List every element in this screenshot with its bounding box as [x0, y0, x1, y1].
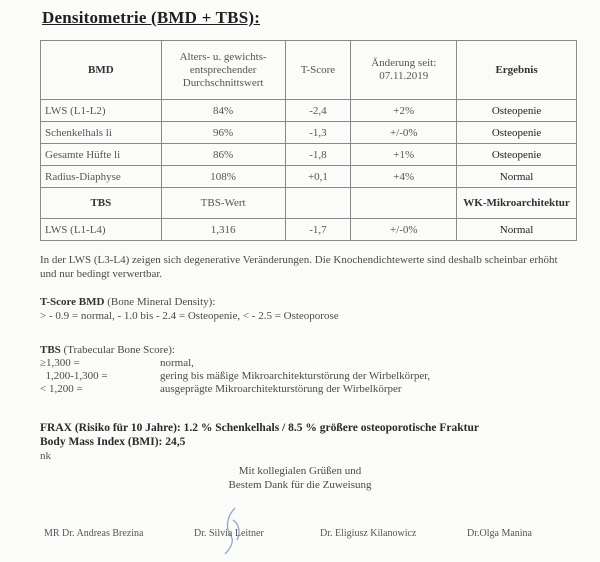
- tscore-ranges: > - 0.9 = normal, - 1.0 bis - 2.4 = Osteopenie, < - 2.5 = Osteoporose: [40, 310, 339, 322]
- table-row: [41, 122, 577, 144]
- header-tbs-value: TBS-Wert: [161, 188, 285, 219]
- tbs-range: < 1,200 =: [40, 383, 83, 395]
- site-cell: Gesamte Hüfte li: [41, 144, 162, 166]
- site-cell: LWS (L1-L4): [41, 219, 162, 241]
- result-cell: Normal: [457, 166, 577, 188]
- header-result: Ergebnis: [457, 41, 577, 100]
- lws-note: In der LWS (L3-L4) zeigen sich degenerative Veränderungen. Die Knochendichtewerte sind deshalb scheinbar erhöht und nur bedingt verwertbar.: [40, 254, 558, 280]
- header-microarchitecture: WK-Mikroarchitektur: [457, 188, 577, 219]
- tbs-subtitle: (Trabecular Bone Score):: [60, 344, 175, 356]
- signature-name: Dr. Silvia Leitner: [194, 528, 264, 539]
- change-cell: +4%: [351, 166, 457, 188]
- closing-line: Mit kollegialen Grüßen und: [238, 465, 362, 477]
- site-cell: LWS (L1-L2): [41, 100, 162, 122]
- change-cell: +2%: [351, 100, 457, 122]
- tbs-range: 1,200-1,300 =: [40, 370, 108, 382]
- table-row: [41, 144, 577, 166]
- header-tbs: TBS: [41, 188, 162, 219]
- tbs-legend-title: [40, 343, 175, 357]
- tscore-subtitle: (Bone Mineral Density):: [104, 296, 216, 308]
- header-tscore: T-Score: [285, 41, 351, 100]
- bmi-line: Body Mass Index (BMI): 24,5: [40, 436, 186, 448]
- tbs-range: ≥1,300 =: [40, 357, 80, 369]
- average-cell: 84%: [161, 100, 285, 122]
- result-cell: Normal: [457, 219, 577, 241]
- frax-block: [40, 421, 479, 449]
- closing-line: Bestem Dank für die Zuweisung: [228, 479, 372, 491]
- bmd-header-row: [41, 41, 577, 100]
- tbs-value-cell: 1,316: [161, 219, 285, 241]
- section-title: Densitometrie (BMD + TBS):: [42, 8, 261, 27]
- site-cell: Radius-Diaphyse: [41, 166, 162, 188]
- frax-line: FRAX (Risiko für 10 Jahre): 1.2 % Schenkelhals / 8.5 % größere osteoporotische Fraktur: [40, 422, 480, 434]
- average-cell: 108%: [161, 166, 285, 188]
- tbs-meaning: gering bis mäßige Mikroarchitekturstörung der Wirbelkörper,: [160, 370, 431, 382]
- change-cell: +1%: [351, 144, 457, 166]
- site-cell: Schenkelhals li: [41, 122, 162, 144]
- tscore-legend: [40, 295, 339, 323]
- header-empty: [285, 188, 351, 219]
- change-cell: +/-0%: [351, 219, 457, 241]
- header-empty: [351, 188, 457, 219]
- tscore-cell: -1,7: [285, 219, 351, 241]
- tbs-title: TBS: [40, 344, 61, 356]
- tbs-meaning: ausgeprägte Mikroarchitekturstörung der Wirbelkörper: [160, 383, 402, 395]
- closing: [0, 464, 600, 492]
- tbs-header-row: [41, 188, 577, 219]
- tscore-cell: -2,4: [285, 100, 351, 122]
- tscore-title: T-Score BMD: [40, 296, 105, 308]
- header-change: Änderung seit: 07.11.2019: [351, 41, 457, 100]
- header-bmd: BMD: [41, 41, 162, 100]
- average-cell: 96%: [161, 122, 285, 144]
- signature-name: Dr. Eligiusz Kilanowicz: [320, 528, 417, 539]
- average-cell: 86%: [161, 144, 285, 166]
- result-cell: Osteopenie: [457, 100, 577, 122]
- table-row: [41, 219, 577, 241]
- result-cell: Osteopenie: [457, 122, 577, 144]
- tbs-meaning: normal,: [160, 357, 194, 369]
- tscore-cell: +0,1: [285, 166, 351, 188]
- signature-name: MR Dr. Andreas Brezina: [44, 528, 144, 539]
- result-cell: Osteopenie: [457, 144, 577, 166]
- signature-name: Dr.Olga Manina: [467, 528, 532, 539]
- header-average: Alters- u. gewichts- entsprechender Durchschnittswert: [161, 41, 285, 100]
- change-cell: +/-0%: [351, 122, 457, 144]
- table-row: [41, 100, 577, 122]
- tscore-cell: -1,8: [285, 144, 351, 166]
- tscore-cell: -1,3: [285, 122, 351, 144]
- table-row: [41, 166, 577, 188]
- densitometry-table: [40, 40, 577, 241]
- initials: nk: [40, 450, 51, 462]
